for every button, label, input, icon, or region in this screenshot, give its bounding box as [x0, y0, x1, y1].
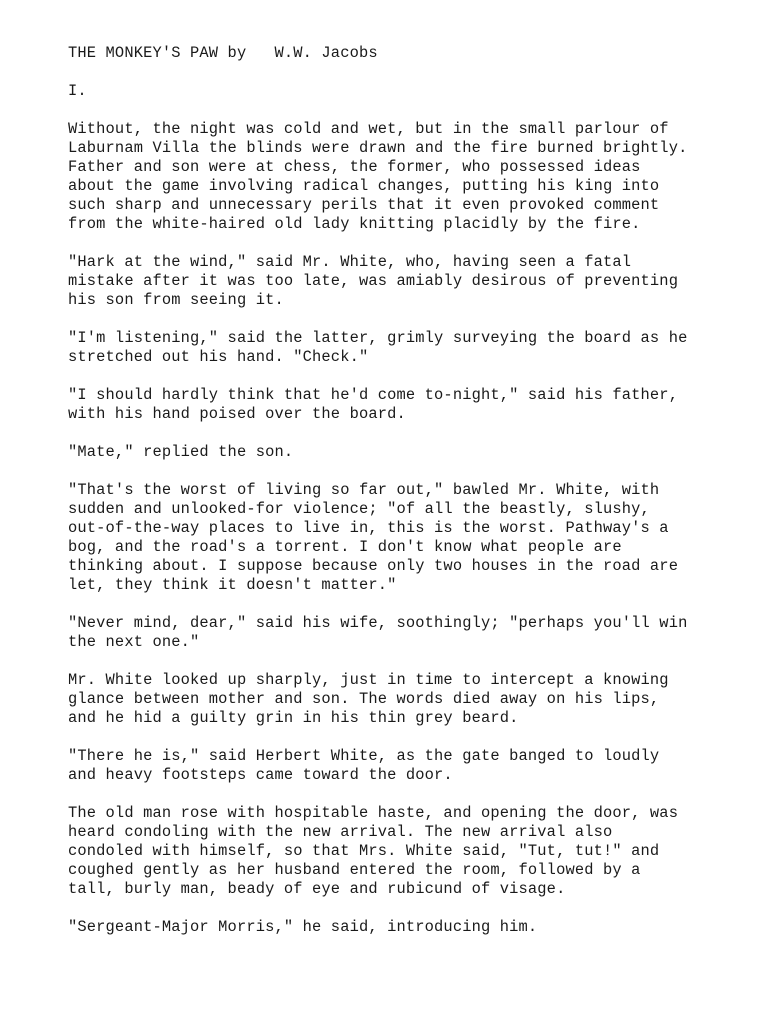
- spacer: [68, 234, 748, 253]
- paragraph-2: [68, 253, 748, 310]
- text-line: "There he is," said Herbert White, as the gate banged to loudly: [68, 747, 660, 765]
- text-line: Laburnam Villa the blinds were drawn and the fire burned brightly.: [68, 139, 688, 157]
- spacer: [68, 899, 748, 918]
- spacer: [68, 785, 748, 804]
- paragraph-8: [68, 671, 748, 728]
- text-line: mistake after it was too late, was amiably desirous of preventing: [68, 272, 679, 290]
- paragraph-1: [68, 120, 748, 234]
- spacer: [68, 101, 748, 120]
- text-line: thinking about. I suppose because only two houses in the road are: [68, 557, 679, 575]
- paragraph-3: [68, 329, 748, 367]
- spacer: [68, 424, 748, 443]
- paragraph-7: [68, 614, 748, 652]
- text-line: "I'm listening," said the latter, grimly surveying the board as he: [68, 329, 688, 347]
- text-line: sudden and unlooked-for violence; "of all the beastly, slushy,: [68, 500, 650, 518]
- text-line: the next one.": [68, 633, 200, 651]
- document-page: [68, 44, 748, 937]
- spacer: [68, 652, 748, 671]
- paragraph-10: [68, 804, 748, 899]
- text-line: Without, the night was cold and wet, but in the small parlour of: [68, 120, 669, 138]
- text-line: his son from seeing it.: [68, 291, 284, 309]
- text-line: and heavy footsteps came toward the door.: [68, 766, 453, 784]
- text-line: from the white-haired old lady knitting placidly by the fire.: [68, 215, 641, 233]
- spacer: [68, 595, 748, 614]
- text-line: let, they think it doesn't matter.": [68, 576, 397, 594]
- text-line: glance between mother and son. The words died away on his lips,: [68, 690, 660, 708]
- chapter-heading: I.: [68, 82, 87, 100]
- text-line: Mr. White looked up sharply, just in time to intercept a knowing: [68, 671, 669, 689]
- text-line: and he hid a guilty grin in his thin grey beard.: [68, 709, 519, 727]
- spacer: [68, 462, 748, 481]
- text-line: tall, burly man, beady of eye and rubicund of visage.: [68, 880, 566, 898]
- text-line: heard condoling with the new arrival. The new arrival also: [68, 823, 613, 841]
- document-title: THE MONKEY'S PAW by W.W. Jacobs: [68, 44, 378, 62]
- paragraph-11: [68, 918, 748, 937]
- text-line: "Hark at the wind," said Mr. White, who, having seen a fatal: [68, 253, 632, 271]
- text-line: The old man rose with hospitable haste, and opening the door, was: [68, 804, 679, 822]
- text-line: with his hand poised over the board.: [68, 405, 406, 423]
- text-line: "That's the worst of living so far out," bawled Mr. White, with: [68, 481, 660, 499]
- text-line: condoled with himself, so that Mrs. White said, "Tut, tut!" and: [68, 842, 660, 860]
- spacer: [68, 367, 748, 386]
- paragraph-5: [68, 443, 748, 462]
- text-line: "Never mind, dear," said his wife, soothingly; "perhaps you'll win: [68, 614, 688, 632]
- text-line: "I should hardly think that he'd come to-night," said his father,: [68, 386, 679, 404]
- text-line: about the game involving radical changes, putting his king into: [68, 177, 660, 195]
- spacer: [68, 728, 748, 747]
- paragraph-4: [68, 386, 748, 424]
- spacer: [68, 63, 748, 82]
- paragraph-6: [68, 481, 748, 595]
- text-line: bog, and the road's a torrent. I don't know what people are: [68, 538, 622, 556]
- paragraph-9: [68, 747, 748, 785]
- text-line: Father and son were at chess, the former, who possessed ideas: [68, 158, 641, 176]
- text-line: "Mate," replied the son.: [68, 443, 294, 461]
- text-line: "Sergeant-Major Morris," he said, introducing him.: [68, 918, 538, 936]
- spacer: [68, 310, 748, 329]
- text-line: stretched out his hand. "Check.": [68, 348, 369, 366]
- text-line: out-of-the-way places to live in, this is the worst. Pathway's a: [68, 519, 669, 537]
- text-line: such sharp and unnecessary perils that it even provoked comment: [68, 196, 660, 214]
- text-line: coughed gently as her husband entered the room, followed by a: [68, 861, 641, 879]
